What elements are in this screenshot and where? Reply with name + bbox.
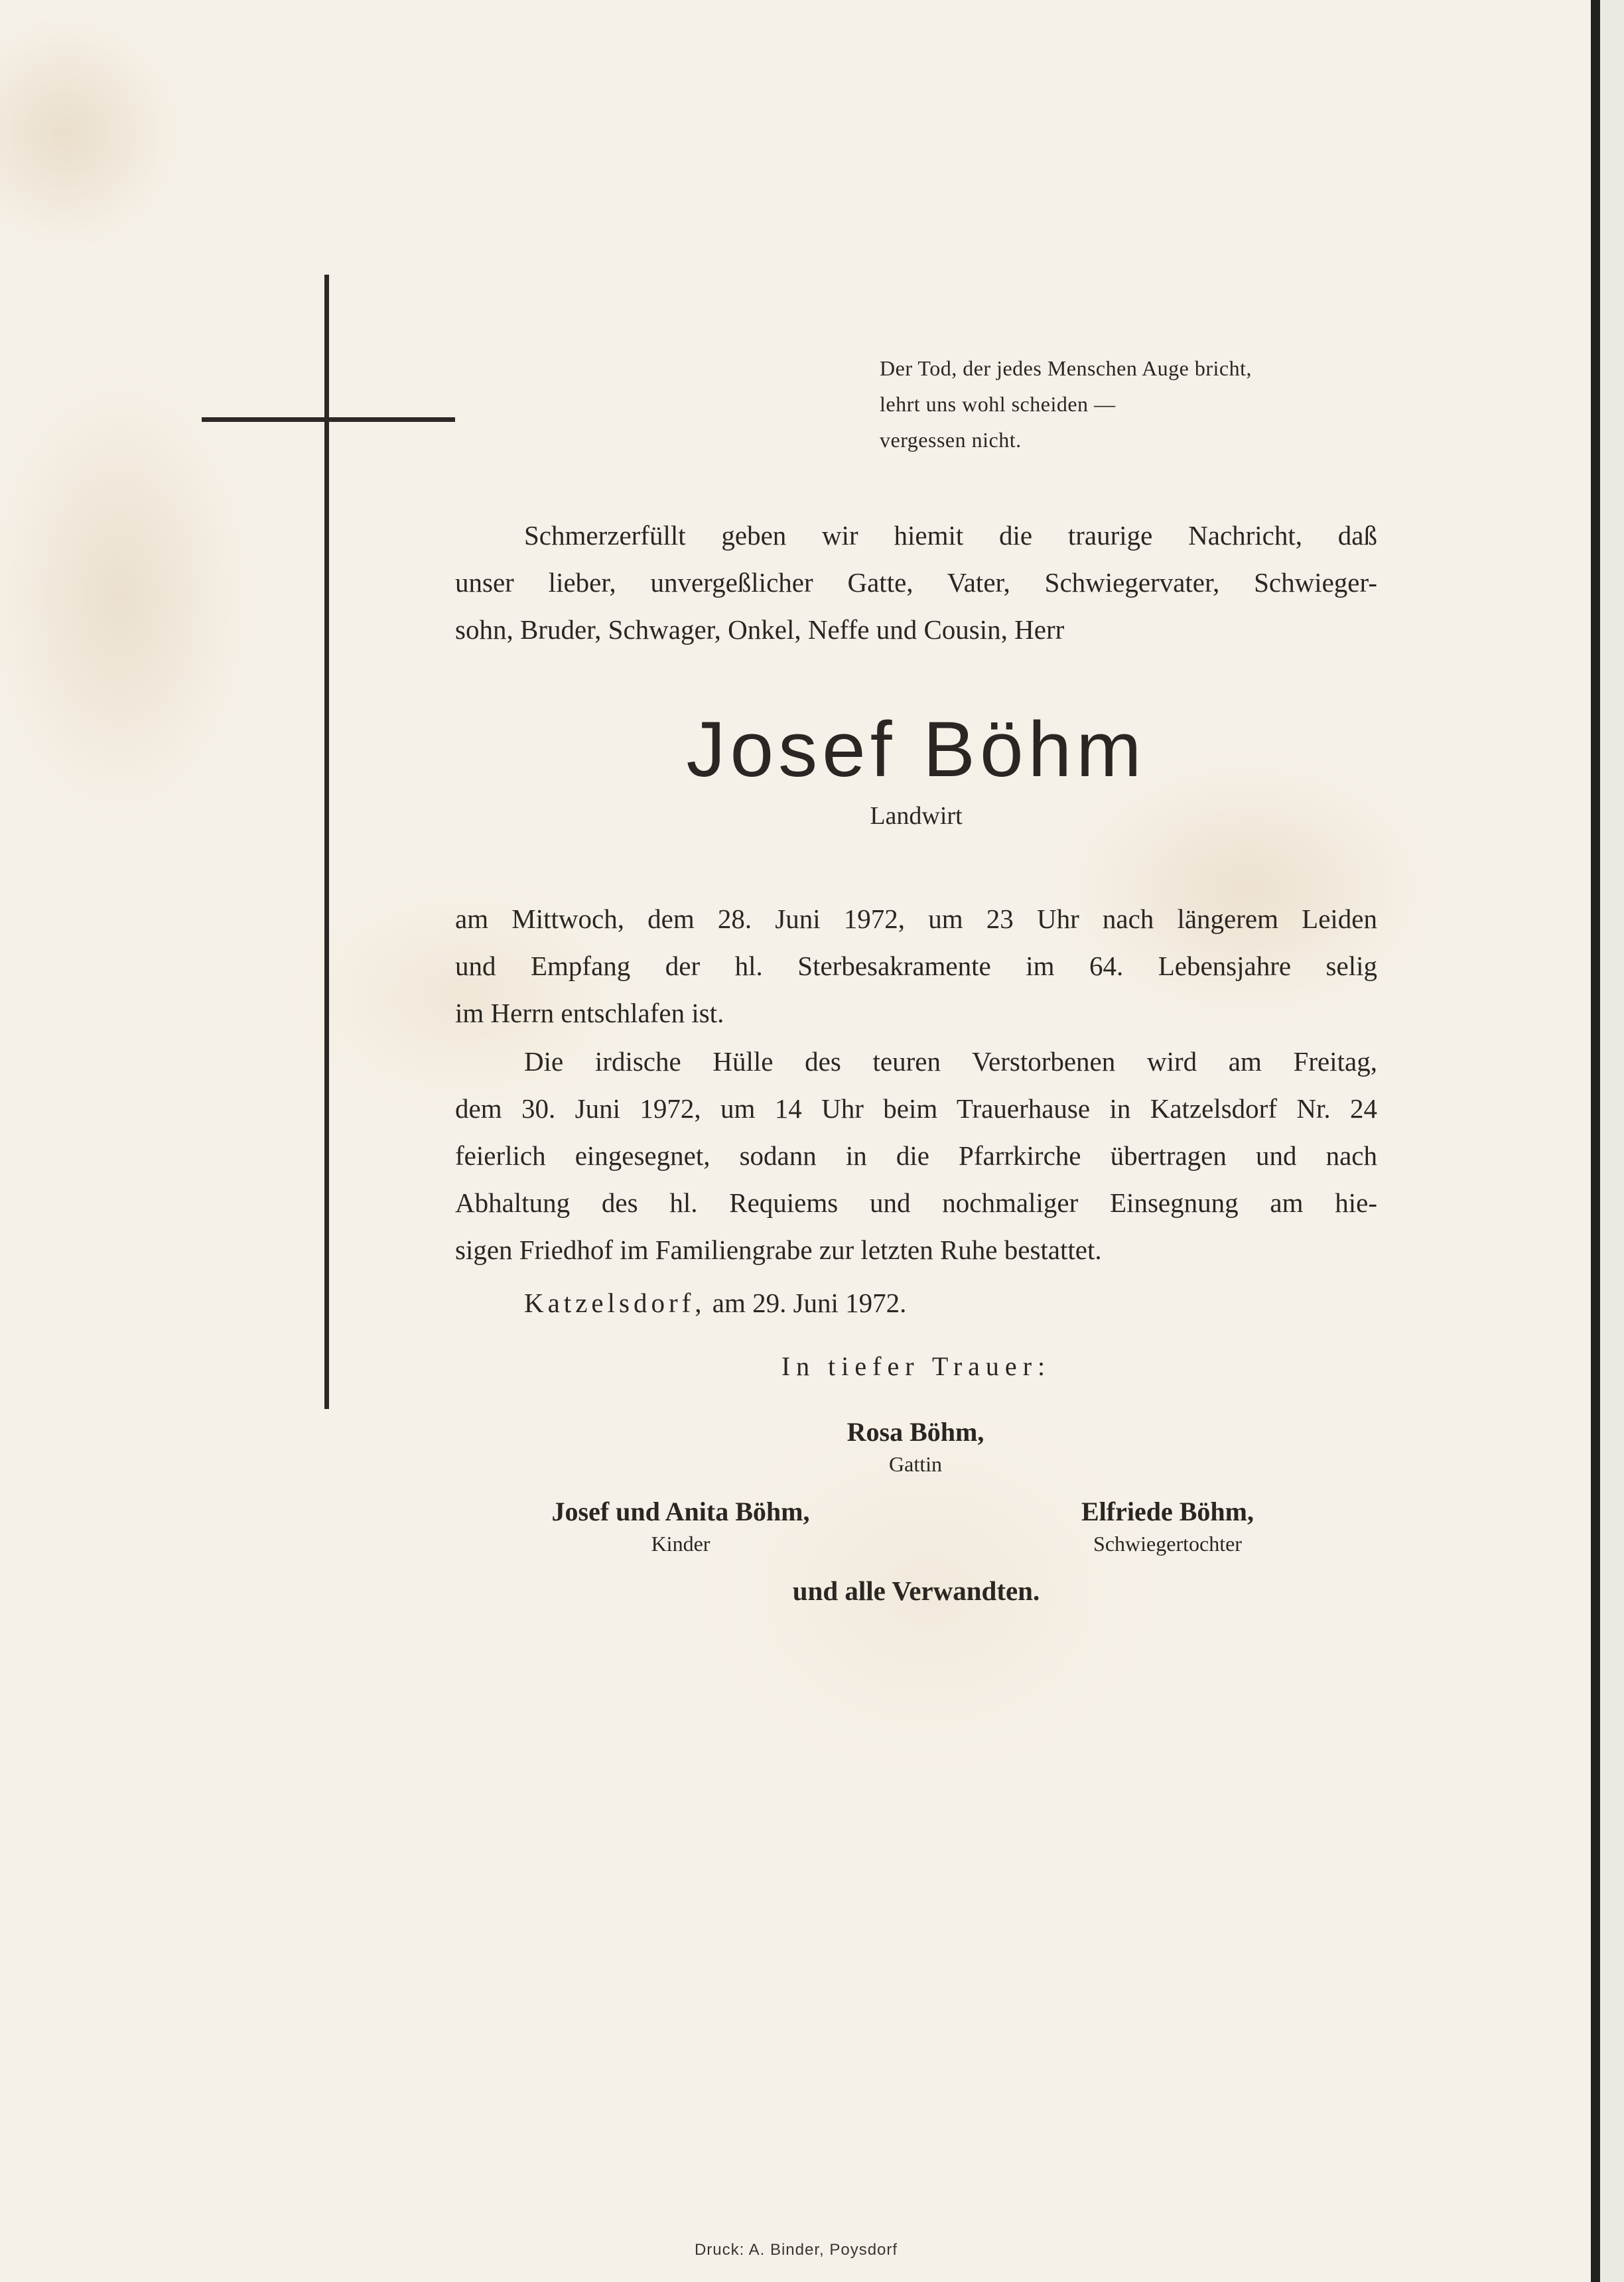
signer-daughter-in-law bbox=[1008, 1494, 1327, 1558]
signer-children bbox=[482, 1494, 880, 1558]
motto bbox=[880, 350, 1410, 458]
signer-widow bbox=[736, 1414, 1095, 1478]
signer-name: Rosa Böhm, bbox=[846, 1417, 984, 1447]
scan-background bbox=[1600, 0, 1624, 2282]
death-line: im Herrn entschlafen ist. bbox=[455, 998, 724, 1028]
deceased-occupation: Landwirt bbox=[870, 802, 963, 830]
date: am 29. Juni 1972. bbox=[712, 1288, 907, 1318]
place: Katzelsdorf, bbox=[524, 1288, 706, 1318]
intro-line: Schmerzerfüllt geben wir hiemit die traurige Nachricht, daß bbox=[524, 520, 1377, 551]
cross-horizontal-bar bbox=[202, 417, 455, 422]
signer-name: Josef und Anita Böhm, bbox=[551, 1497, 810, 1526]
intro-paragraph bbox=[455, 512, 1377, 653]
mourning-heading: In tiefer Trauer: bbox=[781, 1351, 1051, 1381]
death-line: am Mittwoch, dem 28. Juni 1972, um 23 Uhr nach längerem Leiden bbox=[455, 904, 1377, 934]
intro-line: unser lieber, unvergeßlicher Gatte, Vater, Schwiegervater, Schwieger- bbox=[455, 567, 1377, 598]
signer-role: Kinder bbox=[651, 1532, 710, 1556]
funeral-line: feierlich eingesegnet, sodann in die Pfarrkirche übertragen und nach bbox=[455, 1140, 1377, 1171]
closing-line: und alle Verwandten. bbox=[792, 1576, 1040, 1606]
signer-role: Gattin bbox=[889, 1452, 942, 1476]
funeral-line: Die irdische Hülle des teuren Verstorbenen wird am Freitag, bbox=[524, 1046, 1377, 1077]
printer-imprint: Druck: A. Binder, Poysdorf bbox=[694, 2241, 898, 2259]
funeral-paragraph bbox=[455, 1038, 1377, 1274]
signer-role: Schwiegertochter bbox=[1093, 1532, 1242, 1556]
deceased-name: Josef Böhm bbox=[686, 706, 1146, 793]
motto-line: lehrt uns wohl scheiden — bbox=[880, 392, 1116, 416]
death-paragraph bbox=[455, 896, 1377, 1037]
funeral-line: sigen Friedhof im Familiengrabe zur letzten Ruhe bestattet. bbox=[455, 1235, 1102, 1265]
motto-line: Der Tod, der jedes Menschen Auge bricht, bbox=[880, 356, 1252, 380]
mourning-border bbox=[1591, 0, 1600, 2282]
motto-line: vergessen nicht. bbox=[880, 428, 1022, 452]
funeral-line: Abhaltung des hl. Requiems und nochmaliger Einsegnung am hie- bbox=[455, 1187, 1377, 1218]
place-and-date bbox=[524, 1287, 906, 1319]
intro-line: sohn, Bruder, Schwager, Onkel, Neffe und Cousin, Herr bbox=[455, 614, 1065, 645]
cross-vertical-bar bbox=[324, 275, 329, 1409]
death-line: und Empfang der hl. Sterbesakramente im 64. Lebensjahre selig bbox=[455, 951, 1377, 981]
signer-name: Elfriede Böhm, bbox=[1081, 1497, 1254, 1526]
funeral-line: dem 30. Juni 1972, um 14 Uhr beim Trauerhause in Katzelsdorf Nr. 24 bbox=[455, 1093, 1377, 1124]
